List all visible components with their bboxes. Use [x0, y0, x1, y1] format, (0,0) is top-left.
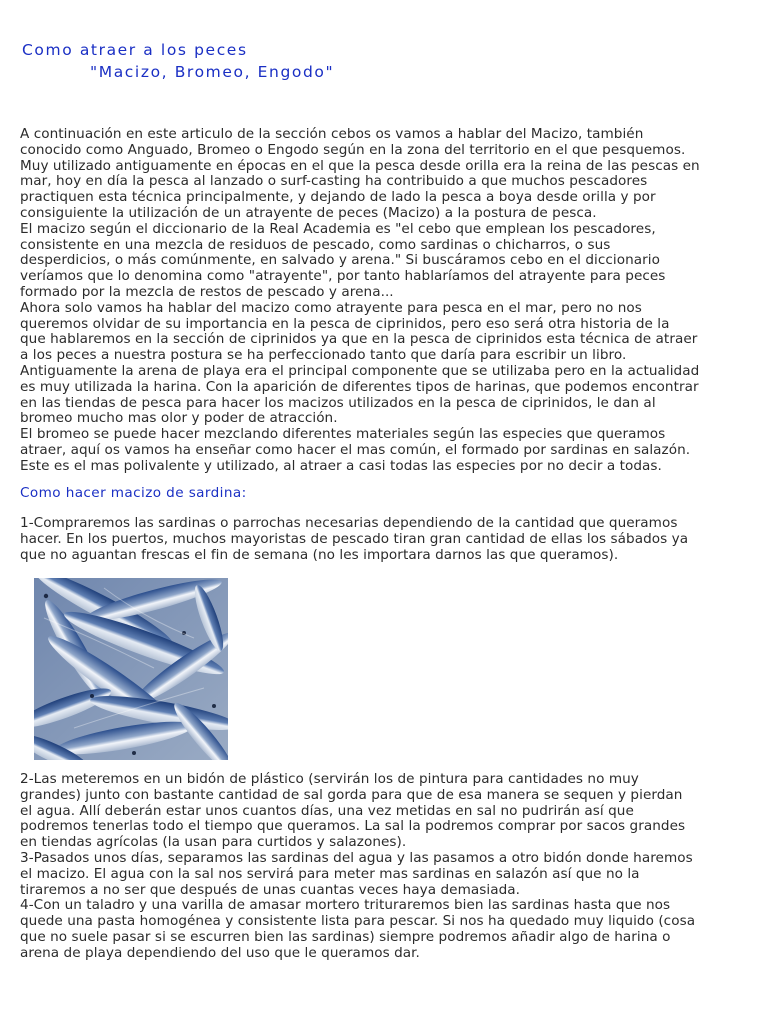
intro-text-line: es muy utilizada la harina. Con la aparición de diferentes tipos de harinas, que podemos encontrar — [20, 378, 699, 395]
intro-text-line: bromeo mucho mas olor y poder de atracción. — [20, 410, 338, 427]
steps-text-line: grandes) junto con bastante cantidad de sal gorda para que de esa manera se sequen y pierdan — [20, 786, 683, 803]
step-1-text-line: que no aguantan frescas el fin de semana (no les importara darnos las que queramos). — [20, 546, 619, 563]
steps-text-line: que no suele pasar si se escurren bien las sardinas) siempre podremos añadir algo de harina o — [20, 928, 671, 945]
steps-text-line: tiraremos a no ser que después de unas cuantas veces haya demasiada. — [20, 881, 521, 898]
step-1-text-line: hacer. En los puertos, muchos mayoristas de pescado tiran gran cantidad de ellas los sábados ya — [20, 530, 689, 547]
intro-text-line: desperdicios, o más comúnmente, en salvado y arena." Si buscáramos cebo en el diccionario — [20, 252, 660, 269]
intro-text-line: a los peces a nuestra postura se ha perfeccionado tanto que daría para escribir un libro. — [20, 347, 627, 364]
intro-text-line: que hablaremos en la sección de ciprinidos ya que en la pesca de ciprinidos esta técnica de atraer — [20, 331, 698, 348]
steps-text-line: 2-Las meteremos en un bidón de plástico (servirán los de pintura para cantidades no muy — [20, 771, 639, 787]
intro-text-line: veríamos que lo denomina como "atrayente", por tanto hablaríamos del atrayente para peces — [20, 268, 666, 285]
steps-text-line: el macizo. El agua con la sal nos servirá para meter mas sardinas en salazón así que no la — [20, 865, 640, 882]
article-title: Como atraer a los peces — [22, 41, 248, 59]
intro-paragraph — [20, 127, 752, 475]
step-1-paragraph — [20, 516, 752, 563]
steps-2-4-paragraph — [20, 772, 752, 962]
intro-text-line: conocido como Anguado, Bromeo o Engodo según en la zona del territorio en el que pesquemos. — [20, 141, 686, 158]
steps-text-line: el agua. Allí deberán estar unos cuantos días, una vez metidas en sal no pudrirán así que — [20, 802, 634, 819]
intro-text-line: queremos olvidar de su importancia en la pesca de ciprinidos, pero eso será otra historia de la — [20, 315, 670, 332]
article-subtitle: "Macizo, Bromeo, Engodo" — [90, 63, 335, 81]
intro-text-line: Antiguamente la arena de playa era el principal componente que se utilizaba pero en la actualidad — [20, 362, 700, 379]
intro-text-line: formado por la mezcla de restos de pescado y arena... — [20, 283, 394, 300]
intro-text-line: practiquen esta técnica principalmente, y dejando de lado la pesca a boya desde orilla y por — [20, 189, 656, 206]
step-1-text-line: 1-Compraremos las sardinas o parrochas necesarias dependiendo de la cantidad que queramos — [20, 515, 678, 531]
steps-text-line: podremos tenerlas todo el tiempo que queramos. La sal la podremos comprar por sacos grandes — [20, 818, 686, 835]
intro-text-line: Muy utilizado antiguamente en épocas en el que la pesca desde orilla era la reina de las pescas en — [20, 157, 700, 174]
steps-text-line: 4-Con un taladro y una varilla de amasar mortero trituraremos bien las sardinas hasta que nos — [20, 897, 671, 914]
section-heading: Como hacer macizo de sardina: — [20, 485, 247, 501]
sardines-photo — [34, 578, 228, 760]
steps-text-line: 3-Pasados unos días, separamos las sardinas del agua y las pasamos a otro bidón donde haremos — [20, 849, 693, 866]
intro-text-line: mar, hoy en día la pesca al lanzado o surf-casting ha contribuido a que muchos pescadores — [20, 173, 648, 190]
intro-text-line: Ahora solo vamos ha hablar del macizo como atrayente para pesca en el mar, pero no nos — [20, 299, 642, 316]
intro-text-line: A continuación en este articulo de la sección cebos os vamos a hablar del Macizo, también — [20, 126, 644, 142]
intro-text-line: consiguiente la utilización de un atrayente de peces (Macizo) a la postura de pesca. — [20, 204, 597, 221]
steps-text-line: arena de playa dependiendo del uso que le queramos dar. — [20, 944, 420, 961]
intro-text-line: consistente en una mezcla de residuos de pescado, como sardinas o chicharros, o sus — [20, 236, 611, 253]
intro-text-line: Este es el mas polivalente y utilizado, al atraer a casi todas las especies por no decir a todas. — [20, 457, 662, 474]
intro-text-line: El macizo según el diccionario de la Real Academia es "el cebo que emplean los pescadores, — [20, 220, 656, 237]
steps-text-line: quede una pasta homogénea y consistente lista para pescar. Si nos ha quedado muy liquido (cosa — [20, 913, 696, 930]
steps-text-line: en tiendas agrícolas (la usan para curtidos y salazones). — [20, 834, 407, 851]
intro-text-line: en las tiendas de pesca para hacer los macizos utilizados en la pesca de ciprinidos, le dan al — [20, 394, 656, 411]
intro-text-line: atraer, aquí os vamos ha enseñar como hacer el mas común, el formado por sardinas en salazón. — [20, 441, 691, 458]
intro-text-line: El bromeo se puede hacer mezclando diferentes materiales según las especies que queramos — [20, 426, 666, 443]
